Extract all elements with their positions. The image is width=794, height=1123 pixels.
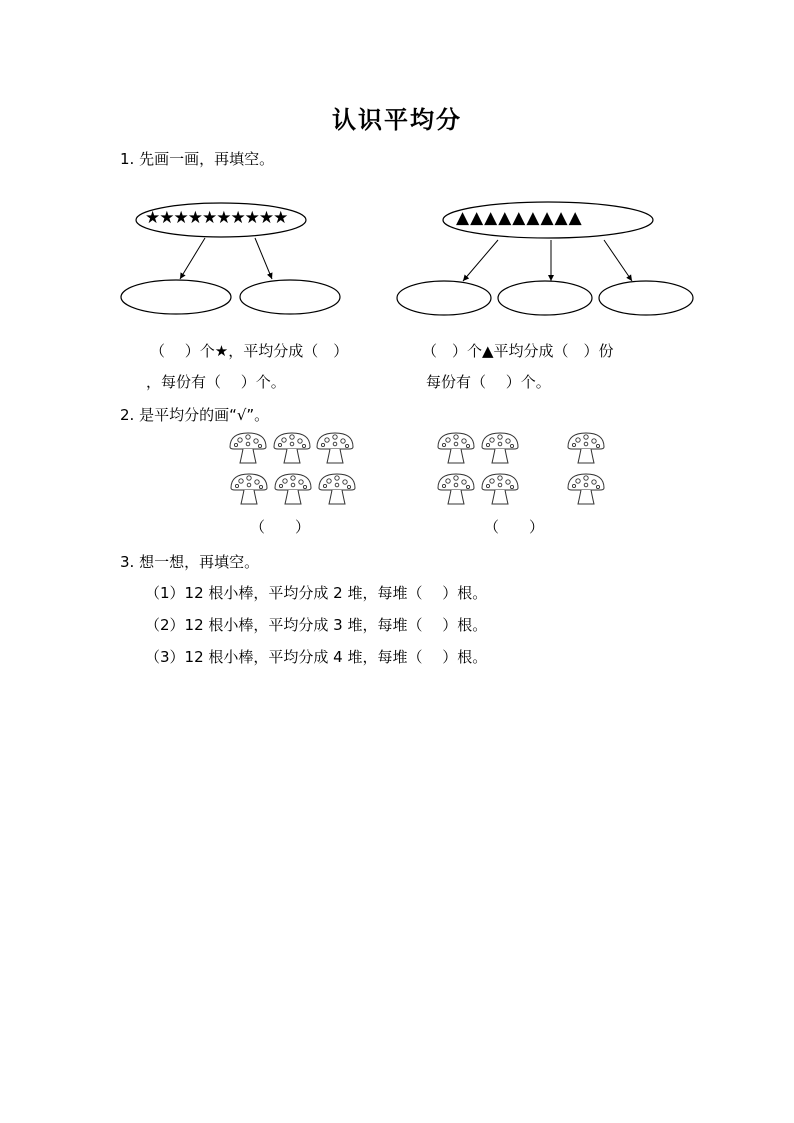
star-symbols: ★★★★★★★★★★ xyxy=(145,208,288,228)
triangle-symbols: ▲▲▲▲▲▲▲▲▲ xyxy=(456,208,583,228)
q2-heading: 2. 是平均分的画“√”。 xyxy=(120,406,270,424)
q1-right-line-1: （ ）个▲平均分成（ ）份 xyxy=(422,342,614,360)
q1-right-line-2: 每份有（ ）个。 xyxy=(426,373,551,391)
q1-left-line-2: ，每份有（ ）个。 xyxy=(146,373,286,391)
q3-item-1: （1）12 根小棒，平均分成 2 堆，每堆（ ）根。 xyxy=(145,584,488,602)
right-answer-ellipse-1[interactable] xyxy=(397,281,491,315)
q3-item-2: （2）12 根小棒，平均分成 3 堆，每堆（ ）根。 xyxy=(145,616,488,634)
mushroom-icon-group-left xyxy=(230,433,355,504)
mushroom-icon-group-right xyxy=(438,433,604,504)
q3-heading: 3. 想一想，再填空。 xyxy=(120,553,260,571)
left-answer-ellipse-2[interactable] xyxy=(240,280,340,314)
q1-heading: 1. 先画一画，再填空。 xyxy=(120,150,275,168)
right-answer-ellipse-3[interactable] xyxy=(599,281,693,315)
q2-left-answer[interactable]: （ ） xyxy=(250,518,311,536)
right-answer-ellipse-2[interactable] xyxy=(498,281,592,315)
left-answer-ellipse-1[interactable] xyxy=(121,280,231,314)
q1-left-line-1: （ ）个★，平均分成（ ） xyxy=(150,342,349,360)
q3-item-3: （3）12 根小棒，平均分成 4 堆，每堆（ ）根。 xyxy=(145,648,488,666)
q2-right-answer[interactable]: （ ） xyxy=(484,518,545,536)
page-title: 认识平均分 xyxy=(332,106,462,134)
